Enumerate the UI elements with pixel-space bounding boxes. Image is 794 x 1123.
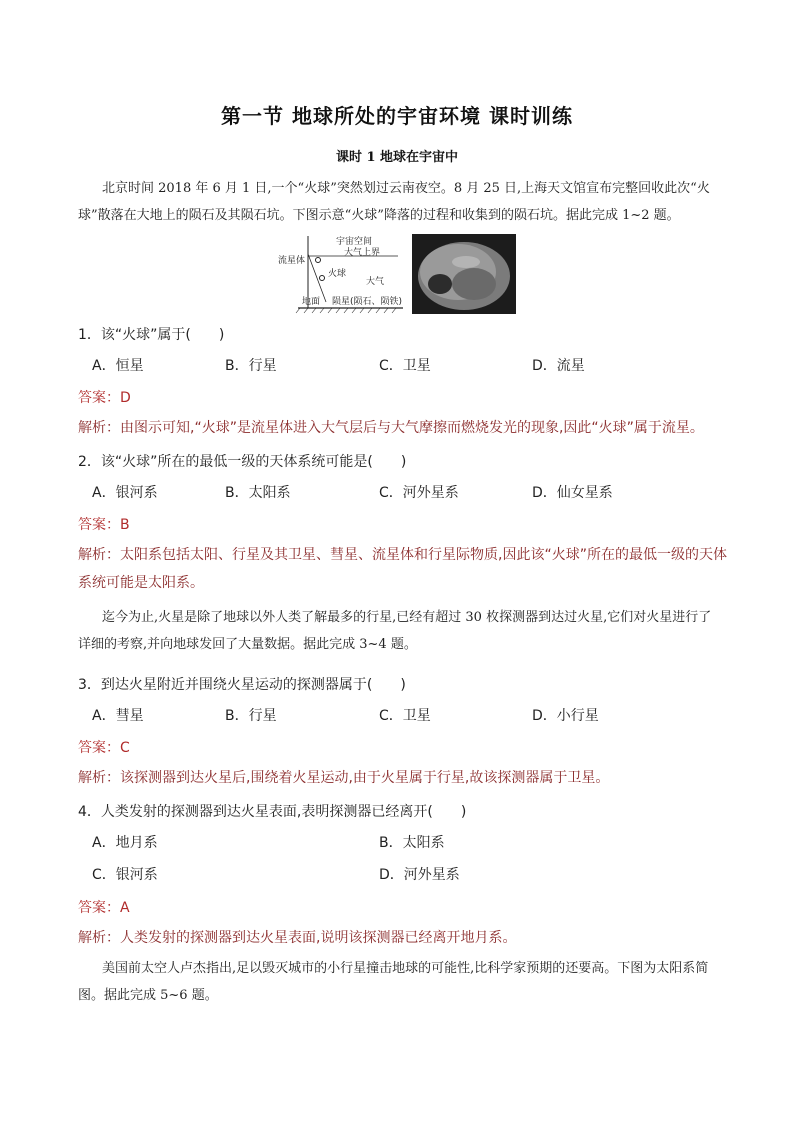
q2-option-d: D．仙女星系	[532, 485, 613, 501]
q1-option-a: A．恒星	[92, 358, 144, 374]
q2-option-c: C．河外星系	[379, 485, 459, 501]
q2-option-b: B．太阳系	[225, 485, 291, 501]
intro-paragraph-1: 北京时间 2018 年 6 月 1 日,一个“火球”突然划过云南夜空。8 月 25 日,上海天文馆宣布完整回收此次“火球”散落在大地上的陨石及其陨石坑。下图示意“火球”降落的过程和收集到的陨石坑。据此完成 1~2 题。	[78, 181, 710, 223]
question-2-options	[92, 482, 712, 504]
q4-option-a: A．地月系	[92, 835, 158, 851]
q2-answer: 答案：B	[78, 517, 130, 533]
q3-option-c: C．卫星	[379, 708, 431, 724]
q3-explanation: 解析：该探测器到达火星后,围绕着火星运动,由于火星属于行星,故该探测器属于卫星。	[78, 770, 610, 786]
question-4-options-row-1	[92, 832, 712, 854]
meteor-figure	[278, 232, 518, 316]
meteorite-crater-photo	[412, 234, 516, 314]
question-1-options	[92, 355, 712, 377]
q1-explanation: 解析：由图示可知,“火球”是流星体进入大气层后与大气摩擦而燃烧发光的现象,因此“火球”属于流星。	[78, 420, 704, 436]
q3-option-d: D．小行星	[532, 708, 599, 724]
label-ground: 地面	[302, 297, 321, 307]
q4-option-c: C．银河系	[92, 867, 158, 883]
q4-option-d: D．河外星系	[379, 867, 460, 883]
q1-option-c: C．卫星	[379, 358, 431, 374]
question-3-options	[92, 705, 712, 727]
q3-answer: 答案：C	[78, 740, 130, 756]
meteor-trajectory	[308, 254, 326, 302]
meteor-diagram	[278, 232, 518, 316]
q3-option-b: B．行星	[225, 708, 277, 724]
q2-explanation: 解析：太阳系包括太阳、行星及其卫星、彗星、流星体和行星际物质,因此该“火球”所在的最低一级的天体系统可能是太阳系。	[78, 547, 727, 591]
meteoroid-point	[316, 258, 321, 263]
question-2-stem: 2．该“火球”所在的最低一级的天体系统可能是( )	[78, 454, 407, 470]
intro-paragraph-2: 迄今为止,火星是除了地球以外人类了解最多的行星,已经有超过 30 枚探测器到达过火星,它们对火星进行了详细的考察,并向地球发回了大量数据。据此完成 3~4 题。	[78, 610, 712, 652]
label-meteoroid: 流星体	[278, 256, 306, 266]
q2-option-a: A．银河系	[92, 485, 158, 501]
question-1-stem: 1．该“火球”属于( )	[78, 327, 225, 343]
q3-option-a: A．彗星	[92, 708, 144, 724]
label-upper-atmosphere: 大气上界	[344, 248, 381, 258]
ground-hatching	[296, 308, 396, 313]
intro-paragraph-3: 美国前太空人卢杰指出,足以毁灭城市的小行星撞击地球的可能性,比科学家预期的还要高。下图为太阳系简图。据此完成 5~6 题。	[78, 961, 709, 1003]
q4-option-b: B．太阳系	[379, 835, 445, 851]
question-4-options-row-2	[92, 864, 712, 886]
label-atmosphere: 大气	[366, 277, 385, 287]
lesson-subtitle: 课时 1 地球在宇宙中	[335, 150, 459, 165]
page-title: 第一节 地球所处的宇宙环境 课时训练	[221, 104, 573, 128]
question-4-stem: 4．人类发射的探测器到达火星表面,表明探测器已经离开( )	[78, 804, 467, 820]
label-meteorite: 陨星(陨石、陨铁)	[332, 297, 403, 307]
question-3-stem: 3．到达火星附近并围绕火星运动的探测器属于( )	[78, 677, 406, 693]
q4-answer: 答案：A	[78, 900, 130, 916]
q1-option-b: B．行星	[225, 358, 277, 374]
label-space: 宇宙空间	[336, 237, 373, 247]
label-fireball: 火球	[328, 269, 347, 279]
q1-option-d: D．流星	[532, 358, 585, 374]
fireball-point	[320, 276, 325, 281]
q1-answer: 答案：D	[78, 390, 131, 406]
q4-explanation: 解析：人类发射的探测器到达火星表面,说明该探测器已经离开地月系。	[78, 930, 517, 946]
